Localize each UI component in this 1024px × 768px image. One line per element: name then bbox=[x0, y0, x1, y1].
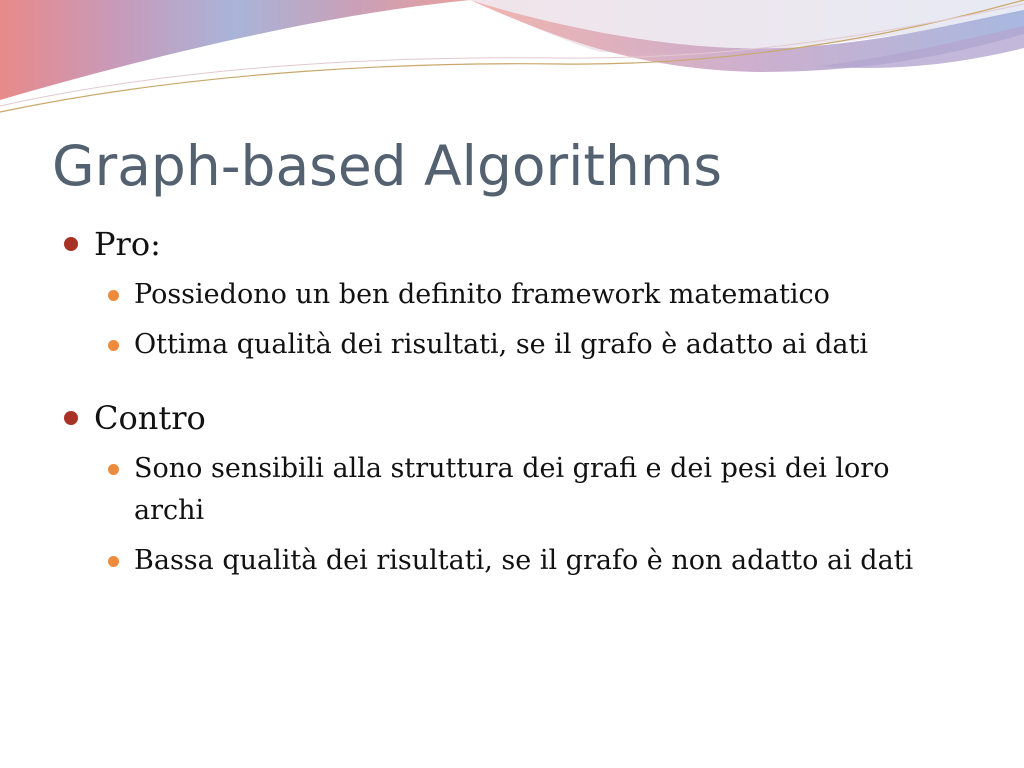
sub-bullet-dot-icon bbox=[108, 556, 119, 567]
sub-bullet-dot-icon bbox=[108, 290, 119, 301]
sub-bullet-text: Sono sensibili alla struttura dei grafi e dei pesi dei loro archi bbox=[134, 453, 890, 526]
bullet-dot-icon bbox=[64, 237, 78, 251]
sub-bullet bbox=[100, 448, 954, 532]
sub-bullet-dot-icon bbox=[108, 340, 119, 351]
decorative-wave-banner bbox=[0, 0, 1024, 120]
bullet-dot-icon bbox=[64, 411, 78, 425]
wave-top-left bbox=[0, 0, 470, 100]
sub-bullet-text: Ottima qualità dei risultati, se il grafo è adatto ai dati bbox=[134, 329, 868, 360]
sub-bullet bbox=[100, 324, 954, 366]
section-pro bbox=[60, 222, 980, 366]
bullet-heading-pro bbox=[60, 222, 980, 266]
sub-bullet-text: Possiedono un ben definito framework matematico bbox=[134, 279, 830, 310]
sub-bullet bbox=[100, 274, 954, 316]
bullet-heading-label: Pro: bbox=[94, 225, 161, 263]
bullet-heading-label: Contro bbox=[94, 399, 206, 437]
bullet-list bbox=[60, 222, 980, 612]
sub-bullet bbox=[100, 540, 954, 582]
section-contro bbox=[60, 396, 980, 582]
slide-title: Graph-based Algorithms bbox=[52, 134, 723, 198]
sub-bullet-text: Bassa qualità dei risultati, se il grafo è non adatto ai dati bbox=[134, 545, 914, 576]
bullet-heading-contro bbox=[60, 396, 980, 440]
sub-bullet-dot-icon bbox=[108, 464, 119, 475]
